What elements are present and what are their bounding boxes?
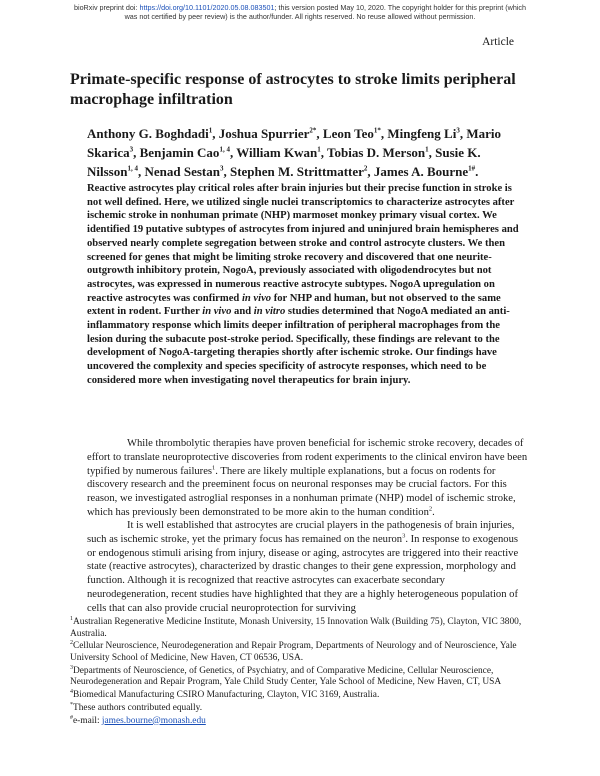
- author-affiliation-mark: 2: [363, 164, 368, 173]
- author-affiliation-mark: 1: [317, 145, 321, 154]
- author-separator: .: [475, 164, 479, 179]
- author-affiliation-mark: 1: [425, 145, 429, 154]
- footnote-mark: 2: [70, 640, 73, 647]
- banner-doi-label: bioRxiv preprint doi:: [73, 3, 140, 12]
- author-name: Leon Teo: [322, 126, 374, 141]
- author-name: Benjamin Cao: [139, 145, 220, 160]
- author-affiliation-mark: 1: [208, 126, 213, 135]
- abstract-italic-term: in vivo: [241, 292, 272, 304]
- banner-copyright-text: ; this version posted May 10, 2020. The copyright holder for this preprint (which: [274, 3, 527, 12]
- banner-line-2: was not certified by peer review) is the author/funder. All rights reserved. No reuse allowed without permission.: [124, 12, 476, 21]
- email-label: e-mail:: [73, 715, 102, 726]
- author-affiliation-mark: 3: [219, 164, 224, 173]
- footnote-mark: #: [70, 714, 73, 721]
- author-affiliation-mark: 1#: [468, 164, 476, 173]
- preprint-banner: [40, 3, 560, 21]
- author-separator: ,: [367, 164, 374, 179]
- abstract-text: studies determined that NogoA mediated an anti-inflammatory response which limits deeper infiltration of peripheral macrophages from the lesion during the subacute post-stroke period. Specifically, these findings are relevant to the development of NogoA-targeting therapies shortly after ischemic stroke. Our findings have uncovered the complexity and species specificity of astrocyte responses, which need to be considered more when investigating novel therapeutics for brain injury.: [87, 306, 510, 386]
- citation-ref: 2: [428, 505, 433, 513]
- footnote-text: Departments of Neuroscience, of Genetics, of Psychiatry, and of Comparative Medicine, Cellular Neuroscience, Neurodegeneration and Repair Program, Yale Child Study Center, Yale School of Medicine, New Haven, CT, USA: [70, 665, 502, 688]
- author-name: Tobias D. Merson: [327, 145, 426, 160]
- abstract-italic-term: in vitro: [253, 306, 286, 318]
- author-name: William Kwan: [236, 145, 318, 160]
- footnote-mark: 3: [70, 664, 73, 671]
- author-separator: ,: [428, 145, 436, 160]
- author-separator: ,: [212, 126, 219, 141]
- affiliation-footnote: [70, 641, 530, 664]
- abstract: [87, 182, 525, 388]
- author-name: Mario Skarica: [87, 126, 501, 160]
- article-type-label: Article: [482, 36, 514, 48]
- author-separator: ,: [133, 145, 140, 160]
- author-affiliation-mark: 1, 4: [219, 145, 230, 154]
- paragraph-text: . In response to exogenous or endogenous stimuli arising from injury, disease or aging, astrocytes are triggered into their reactive state (reactive astrocytes), characterized by drastic changes to their gene expression, morphology and function. Although it is recognized that reactive astrocytes can exacerbate secondary neurodegeneration, recent studies have highlighted that they are a highly heterogeneous population of cells that can also provide crucial neuroprotection for surviving: [87, 533, 519, 614]
- author-affiliation-mark: 1, 4: [127, 164, 138, 173]
- author-separator: ,: [459, 126, 467, 141]
- affiliation-footnotes: [70, 617, 530, 728]
- abstract-text: Reactive astrocytes play critical roles after brain injuries but their precise function in stroke is not well defined. Here, we utilized single nuclei transcriptomics to characterize astrocytes after ischemic stroke in nonhuman primate (NHP) marmoset monkey primary visual cortex. We identified 19 putative subtypes of astrocytes from injured and uninjured brain hemispheres and observed nearly complete segregation between stroke and control astrocyte clusters. We then screened for genes that might be limiting stroke recovery and discovered that one neurite-outgrowth inhibitory protein, NogoA, previously associated with oligodendrocytes but not astrocytes, was expressed in numerous reactive astrocyte subtypes. NogoA upregulation on reactive astrocytes was confirmed: [87, 183, 519, 304]
- affiliation-footnote: [70, 666, 530, 689]
- footnote-mark: *: [70, 701, 73, 708]
- abstract-italic-term: in vivo: [202, 306, 232, 318]
- author-list: [87, 124, 527, 181]
- corresponding-email: [70, 716, 530, 728]
- author-separator: ,: [137, 164, 145, 179]
- affiliation-footnote: [70, 703, 530, 715]
- author-affiliation-mark: 2*: [309, 126, 317, 135]
- author-name: Stephen M. Strittmatter: [229, 164, 364, 179]
- footnote-text: Cellular Neuroscience, Neurodegeneration and Repair Program, Departments of Neurology and of Neuroscience, Yale University School of Medicine, New Haven, CT 06536, USA.: [70, 641, 517, 663]
- abstract-text: for NHP and human, but not observed to the same extent in rodent. Further: [87, 292, 501, 318]
- author-separator: ,: [229, 145, 237, 160]
- author-affiliation-mark: 3: [129, 145, 134, 154]
- paragraph-text: While thrombolytic therapies have proven beneficial for ischemic stroke recovery, decades of effort to translate neuroprotective discoveries from rodent experiments to the clinical environ have been typified by numerous failures: [87, 438, 528, 477]
- footnote-list: [70, 617, 530, 715]
- banner-line-1: [40, 3, 560, 12]
- footnote-text: Biomedical Manufacturing CSIRO Manufacturing, Clayton, VIC 3169, Australia.: [73, 690, 380, 701]
- doi-link[interactable]: https://doi.org/10.1101/2020.05.08.083501: [139, 3, 275, 12]
- citation-ref: 3: [402, 532, 406, 540]
- paragraph-text: . There are likely multiple explanations, but a focus on rodents for discovery research and the preeminent focus on neuronal responses may be crucial factors. For this reason, we investigated astroglial responses in a nonhuman primate (NHP) model of ischemic stroke, which has previously been demonstrated to be more akin to the human condition: [87, 465, 516, 518]
- paper-title: Primate-specific response of astrocytes to stroke limits peripheral macrophage infiltration: [70, 71, 516, 108]
- abstract-text: and: [231, 306, 254, 318]
- footnote-text: Australian Regenerative Medicine Institute, Monash University, 15 Innovation Walk (Building 75), Clayton, VIC 3800, Australia.: [70, 617, 522, 639]
- author-affiliation-mark: 1*: [373, 126, 381, 135]
- author-name: Joshua Spurrier: [218, 126, 310, 141]
- paragraph-text: .: [432, 506, 435, 518]
- footnote-text: These authors contributed equally.: [73, 702, 203, 713]
- author-name: Susie K. Nilsson: [87, 145, 481, 179]
- paragraph-text: It is well established that astrocytes are crucial players in the pathogenesis of brain injuries, such as ischemic stroke, yet the primary focus has remained on the neuron: [87, 520, 515, 545]
- author-separator: ,: [223, 164, 230, 179]
- author-affiliation-mark: 3: [456, 126, 460, 135]
- body-paragraph-1: [87, 437, 529, 520]
- footnote-mark: 4: [70, 689, 73, 695]
- affiliation-footnote: [70, 690, 530, 702]
- body-paragraph-2: [87, 519, 529, 616]
- author-separator: ,: [380, 126, 388, 141]
- author-name: James A. Bourne: [373, 164, 469, 179]
- author-separator: ,: [320, 145, 327, 160]
- author-separator: ,: [316, 126, 323, 141]
- author-name: Anthony G. Boghdadi: [87, 126, 209, 141]
- author-name: Mingfeng Li: [387, 126, 457, 141]
- citation-ref: 1: [212, 464, 216, 472]
- footnote-mark: 1: [70, 615, 73, 622]
- affiliation-footnote: [70, 617, 530, 640]
- author-name: Nenad Sestan: [144, 164, 220, 179]
- email-link[interactable]: james.bourne@monash.edu: [101, 715, 206, 726]
